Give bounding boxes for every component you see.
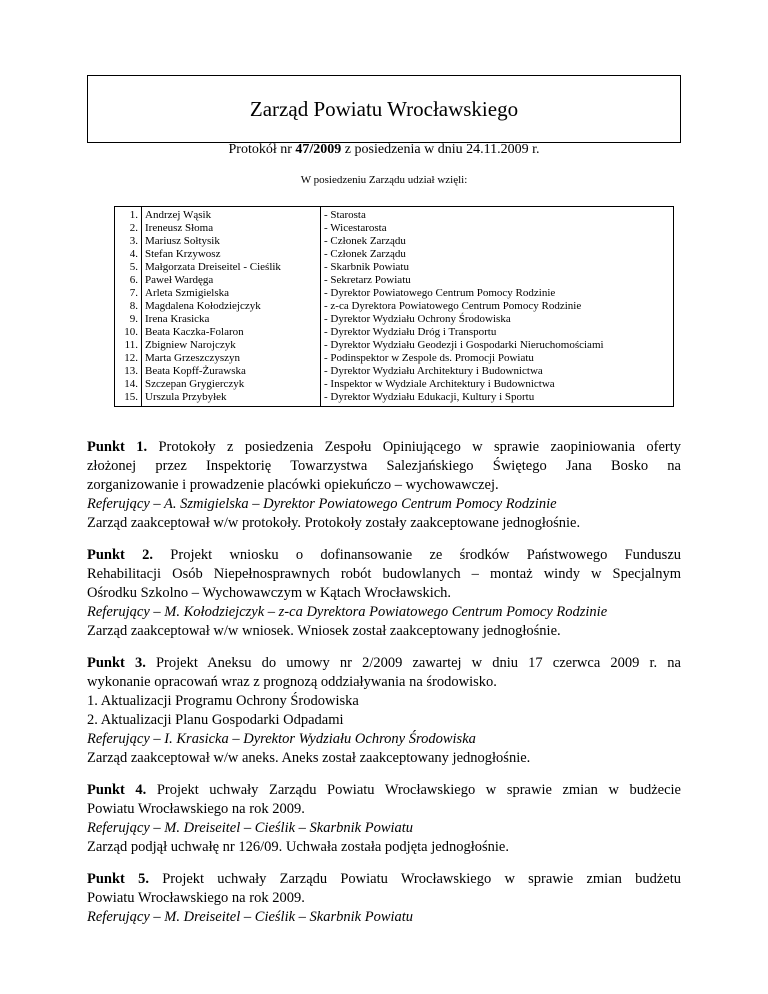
member-name: Arleta Szmigielska [142,287,321,300]
member-name: Szczepan Grygierczyk [142,378,321,391]
member-name: Andrzej Wąsik [142,207,321,223]
point-decision: Zarząd zaakceptował w/w wniosek. Wniosek został zaakceptowany jednogłośnie. [87,623,561,639]
member-number: 6. [115,274,142,287]
member-role: - Dyrektor Wydziału Geodezji i Gospodarki Nieruchomościami [321,339,674,352]
member-name: Mariusz Sołtysik [142,235,321,248]
member-role: - z-ca Dyrektora Powiatowego Centrum Pomocy Rodzinie [321,300,674,313]
title-text: Zarząd Powiatu Wrocławskiego [249,96,519,121]
member-number: 8. [115,300,142,313]
member-number: 13. [115,365,142,378]
member-name: Magdalena Kołodziejczyk [142,300,321,313]
member-number: 5. [115,261,142,274]
member-role: - Członek Zarządu [321,235,674,248]
member-role: - Dyrektor Wydziału Architektury i Budownictwa [321,365,674,378]
member-name: Małgorzata Dreiseitel - Cieślik [142,261,321,274]
member-number: 12. [115,352,142,365]
member-number: 7. [115,287,142,300]
member-role: - Członek Zarządu [321,248,674,261]
points-section [87,438,681,940]
member-name: Urszula Przybyłek [142,391,321,407]
member-number: 1. [115,207,142,223]
member-row [115,222,674,235]
member-row [115,313,674,326]
member-number: 11. [115,339,142,352]
document-title [87,75,681,143]
member-role: - Dyrektor Wydziału Ochrony Środowiska [321,313,674,326]
member-name: Beata Kaczka-Folaron [142,326,321,339]
member-role: - Wicestarosta [321,222,674,235]
member-row [115,391,674,407]
member-name: Stefan Krzywosz [142,248,321,261]
attendance-note: W posiedzeniu Zarządu udział wzięli: [300,174,468,186]
point-2: Punkt 2. Projekt wniosku o dofinansowanie ze środków Państwowego Funduszu Rehabilitacji Osób Niepełnosprawnych robót budowlanych – montaż windy w Specjalnym Ośrodku Szkolno – Wychowawczym w Kątach Wrocławskich. Referujący – M. Kołodziejczyk – z-ca Dyrektora Powiatowego Centrum Pomocy Rodzinie Zarząd zaakceptował w/w wniosek. Wniosek został zaakceptowany jednogłośnie. [87,547,681,639]
protocol-line: Protokół nr 47/2009 z posiedzenia w dniu 24.11.2009 r. [228,142,540,157]
member-number: 14. [115,378,142,391]
point-decision: Zarząd zaakceptował w/w protokoły. Protokoły zostały zaakceptowane jednogłośnie. [87,515,581,531]
member-row [115,352,674,365]
point-label: Punkt 1. [87,439,148,455]
point-referent: Referujący – A. Szmigielska – Dyrektor Powiatowego Centrum Pomocy Rodzinie [87,496,557,512]
member-number: 4. [115,248,142,261]
member-number: 2. [115,222,142,235]
member-row [115,365,674,378]
member-row [115,248,674,261]
member-name: Ireneusz Słoma [142,222,321,235]
member-row [115,378,674,391]
member-number: 15. [115,391,142,407]
member-name: Paweł Wardęga [142,274,321,287]
member-name: Irena Krasicka [142,313,321,326]
member-role: - Inspektor w Wydziale Architektury i Budownictwa [321,378,674,391]
point-label: Punkt 4. [87,782,147,798]
member-role: - Skarbnik Powiatu [321,261,674,274]
member-row [115,287,674,300]
member-role: - Dyrektor Powiatowego Centrum Pomocy Rodzinie [321,287,674,300]
protocol-number: 47/2009 [295,142,342,157]
member-name: Beata Kopff-Żurawska [142,365,321,378]
member-row [115,274,674,287]
point-4: Punkt 4. Projekt uchwały Zarządu Powiatu Wrocławskiego w sprawie zmian w budżecie Powiatu Wrocławskiego na rok 2009. Referujący – M. Dreiseitel – Cieślik – Skarbnik Powiatu Zarząd podjął uchwałę nr 126/09. Uchwała została podjęta jednogłośnie. [87,782,681,855]
point-referent: Referujący – M. Dreiseitel – Cieślik – Skarbnik Powiatu [87,820,414,836]
point-3: Punkt 3. Projekt Aneksu do umowy nr 2/2009 zawartej w dniu 17 czerwca 2009 r. na wykonanie opracowań wraz z prognozą oddziaływania na środowisko. 1. Aktualizacji Programu Ochrony Środowiska 2. Aktualizacji Planu Gospodarki Odpadami Referujący – I. Krasicka – Dyrektor Wydziału Ochrony Środowiska Zarząd zaakceptował w/w aneks. Aneks został zaakceptowany jednogłośnie. [87,655,681,766]
member-row [115,235,674,248]
member-role: - Starosta [321,207,674,223]
member-role: - Dyrektor Wydziału Edukacji, Kultury i Sportu [321,391,674,407]
member-row [115,261,674,274]
point-label: Punkt 2. [87,547,154,563]
member-number: 9. [115,313,142,326]
member-role: - Podinspektor w Zespole ds. Promocji Powiatu [321,352,674,365]
member-row [115,300,674,313]
member-name: Zbigniew Narojczyk [142,339,321,352]
members-table [114,206,674,407]
member-row [115,339,674,352]
point-referent: Referujący – M. Dreiseitel – Cieślik – Skarbnik Powiatu [87,909,414,925]
member-row [115,326,674,339]
point-label: Punkt 5. [87,871,149,887]
point-referent: Referujący – M. Kołodziejczyk – z-ca Dyrektora Powiatowego Centrum Pomocy Rodzinie [87,604,608,620]
member-number: 3. [115,235,142,248]
member-role: - Sekretarz Powiatu [321,274,674,287]
point-decision: Zarząd podjął uchwałę nr 126/09. Uchwała została podjęta jednogłośnie. [87,839,509,855]
point-label: Punkt 3. [87,655,146,671]
member-role: - Dyrektor Wydziału Dróg i Transportu [321,326,674,339]
member-name: Marta Grzeszczyszyn [142,352,321,365]
member-number: 10. [115,326,142,339]
point-decision: Zarząd zaakceptował w/w aneks. Aneks został zaakceptowany jednogłośnie. [87,750,531,766]
member-row [115,207,674,223]
point-5: Punkt 5. Projekt uchwały Zarządu Powiatu Wrocławskiego w sprawie zmian budżetu Powiatu Wrocławskiego na rok 2009. Referujący – M. Dreiseitel – Cieślik – Skarbnik Powiatu [87,871,681,925]
point-referent: Referujący – I. Krasicka – Dyrektor Wydziału Ochrony Środowiska [87,731,476,747]
point-1: Punkt 1. Protokoły z posiedzenia Zespołu Opiniującego w sprawie zaopiniowania oferty złożonej przez Inspektorię Towarzystwa Salezjańskiego Świętego Jana Bosko na zorganizowanie i prowadzenie placówki opiekuńczo – wychowawczej. Referujący – A. Szmigielska – Dyrektor Powiatowego Centrum Pomocy Rodzinie Zarząd zaakceptował w/w protokoły. Protokoły zostały zaakceptowane jednogłośnie. [87,439,681,531]
